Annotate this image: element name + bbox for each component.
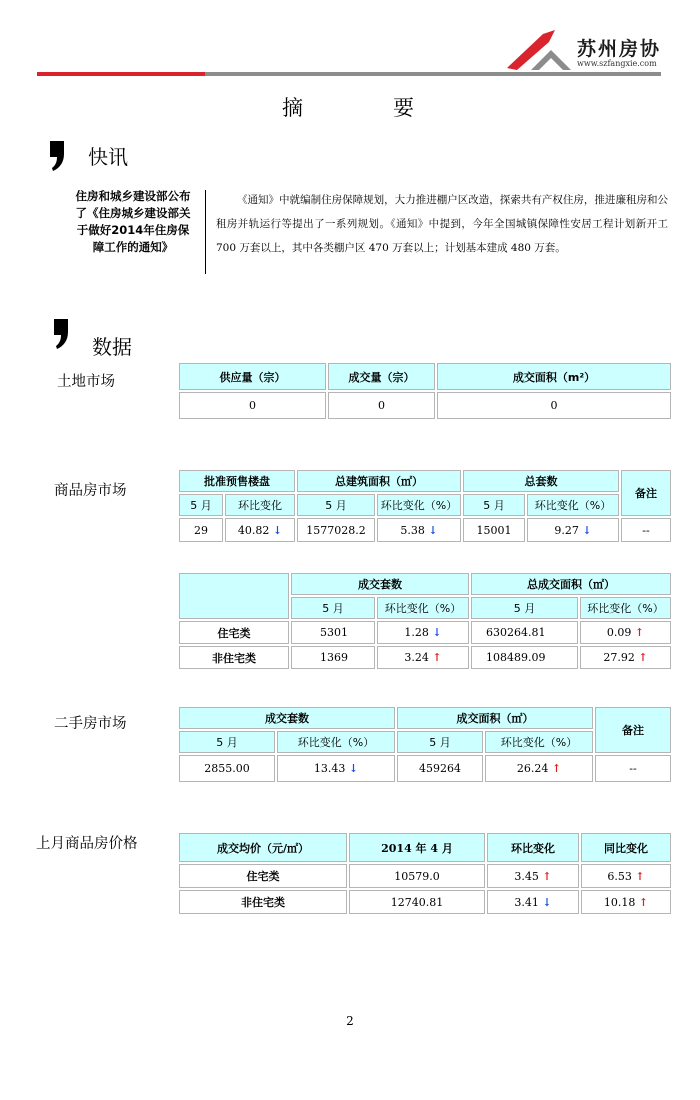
price-value: 10579.0 (349, 864, 485, 888)
table-row (179, 890, 671, 914)
arrow-up-icon: ↑ (634, 626, 645, 639)
mom-change-value: 3.45 (514, 869, 539, 883)
second-units-value: 2855.00 (179, 755, 275, 782)
mom-change-value: 3.41 (514, 895, 539, 909)
commercial-sub-change: 环比变化 (225, 494, 295, 516)
second-hand-table (177, 705, 673, 784)
cell-change (377, 621, 469, 644)
presale-change (225, 518, 295, 542)
deals-sub-change: 环比变化（%） (580, 597, 671, 619)
commercial-sub-change: 环比变化（%） (377, 494, 461, 516)
area-change-value: 5.38 (400, 523, 425, 537)
second-sub-change: 环比变化（%） (277, 731, 395, 753)
land-header-supply: 供应量（宗） (179, 363, 326, 390)
header-rule-red (37, 72, 205, 76)
land-header-area: 成交面积（m²） (437, 363, 671, 390)
arrow-up-icon: ↑ (542, 869, 552, 883)
cell-change-value: 0.09 (606, 626, 632, 639)
section-comma-icon (52, 316, 72, 356)
land-market-table (177, 361, 673, 421)
commercial-sub-month: 5 月 (463, 494, 525, 516)
land-area-value: 0 (437, 392, 671, 419)
cell-value: 108489.09 (471, 646, 578, 669)
units-change-value: 9.27 (554, 523, 579, 537)
org-url: www.szfangxie.com (577, 59, 657, 68)
row-label: 住宅类 (179, 621, 289, 644)
second-sub-month: 5 月 (397, 731, 483, 753)
prices-header-yoy: 同比变化 (581, 833, 671, 862)
second-sub-change: 环比变化（%） (485, 731, 593, 753)
commercial-group-remark: 备注 (621, 470, 671, 516)
arrow-up-icon: ↑ (638, 895, 649, 909)
second-group-area: 成交面积（㎡） (397, 707, 593, 729)
data-heading: 数据 (92, 335, 132, 359)
table-row (179, 864, 671, 888)
row-label: 住宅类 (179, 864, 347, 888)
second-area-value: 459264 (397, 755, 483, 782)
second-group-units: 成交套数 (179, 707, 395, 729)
land-market-label: 土地市场 (57, 374, 115, 390)
second-units-change (277, 755, 395, 782)
second-area-change-value: 26.24 (516, 762, 549, 775)
arrow-down-icon: ↓ (272, 523, 283, 537)
title-char-1: 摘 (282, 96, 307, 120)
units-change (527, 518, 619, 542)
second-hand-label: 二手房市场 (54, 716, 127, 732)
second-sub-month: 5 月 (179, 731, 275, 753)
presale-change-value: 40.82 (237, 523, 270, 537)
prices-label: 上月商品房价格 (36, 836, 138, 852)
second-units-change-value: 13.43 (313, 762, 346, 775)
price-value: 12740.81 (349, 890, 485, 914)
news-heading: 快讯 (88, 145, 128, 169)
org-name: 苏州房协 (577, 38, 662, 60)
commercial-group-units: 总套数 (463, 470, 619, 492)
section-comma-icon (48, 140, 68, 176)
news-title: 住房和城乡建设部公布了《住房城乡建设部关于做好2014年住房保障工作的通知》 (75, 189, 191, 254)
yoy-change-value: 10.18 (603, 895, 636, 909)
prices-header-mom: 环比变化 (487, 833, 579, 862)
land-supply-value: 0 (179, 392, 326, 419)
deals-sub-change: 环比变化（%） (377, 597, 469, 619)
arrow-down-icon: ↓ (348, 762, 359, 775)
header-logo-graphic (503, 28, 573, 72)
arrow-up-icon: ↑ (638, 651, 648, 664)
land-deals-value: 0 (328, 392, 435, 419)
page-number: 2 (346, 1014, 354, 1028)
deals-sub-month: 5 月 (291, 597, 375, 619)
second-area-change (485, 755, 593, 782)
mom-change (487, 890, 579, 914)
yoy-change-value: 6.53 (607, 869, 632, 883)
yoy-change (581, 890, 671, 914)
cell-change-value: 1.28 (404, 626, 429, 639)
commercial-market-label: 商品房市场 (54, 483, 127, 499)
deals-group-units: 成交套数 (291, 573, 469, 595)
arrow-up-icon: ↑ (551, 762, 562, 775)
deals-group-area: 总成交面积（㎡） (471, 573, 671, 595)
cell-value: 5301 (291, 621, 375, 644)
page-title (0, 92, 700, 122)
cell-change (580, 646, 671, 669)
second-group-remark: 备注 (595, 707, 671, 753)
arrow-down-icon: ↓ (428, 523, 438, 537)
news-body: 《通知》中就编制住房保障规划，大力推进棚户区改造，探索共有产权住房，推进廉租房和公租房并轨运行等提出了一系列规划。《通知》中提到，今年全国城镇保障性安居工程计划新开工 700 万套以上，其中各类棚户区 470 万套以上；计划基本建成 480 万套。 (216, 194, 668, 254)
prices-header-avg: 成交均价（元/㎡） (179, 833, 347, 862)
commercial-deals-table (177, 571, 673, 671)
deals-sub-month: 5 月 (471, 597, 578, 619)
commercial-sub-change: 环比变化（%） (527, 494, 619, 516)
arrow-down-icon: ↓ (542, 895, 552, 909)
arrow-up-icon: ↑ (432, 651, 442, 664)
cell-value: 630264.81 (471, 621, 578, 644)
arrow-down-icon: ↓ (582, 523, 592, 537)
cell-change (580, 621, 671, 644)
table-row (179, 646, 671, 669)
arrow-up-icon: ↑ (635, 869, 645, 883)
area-change (377, 518, 461, 542)
remark-value: -- (621, 518, 671, 542)
header-rule-gray (205, 72, 661, 76)
presale-value: 29 (179, 518, 223, 542)
commercial-supply-table (177, 468, 673, 544)
second-remark-value: -- (595, 755, 671, 782)
deals-corner-cell (179, 573, 289, 619)
cell-change-value: 27.92 (603, 651, 635, 664)
news-divider (205, 190, 206, 274)
row-label: 非住宅类 (179, 646, 289, 669)
mom-change (487, 864, 579, 888)
commercial-sub-month: 5 月 (297, 494, 375, 516)
arrow-down-icon: ↓ (432, 626, 442, 639)
title-char-2: 要 (393, 96, 418, 120)
prices-table (177, 831, 673, 916)
area-value: 1577028.2 (297, 518, 375, 542)
commercial-sub-month: 5 月 (179, 494, 223, 516)
units-value: 15001 (463, 518, 525, 542)
cell-change (377, 646, 469, 669)
commercial-group-presale: 批准预售楼盘 (179, 470, 295, 492)
cell-change-value: 3.24 (404, 651, 429, 664)
table-row (179, 621, 671, 644)
commercial-group-area: 总建筑面积（㎡） (297, 470, 461, 492)
prices-header-month: 2014 年 4 月 (349, 833, 485, 862)
land-header-deals: 成交量（宗） (328, 363, 435, 390)
yoy-change (581, 864, 671, 888)
cell-value: 1369 (291, 646, 375, 669)
row-label: 非住宅类 (179, 890, 347, 914)
